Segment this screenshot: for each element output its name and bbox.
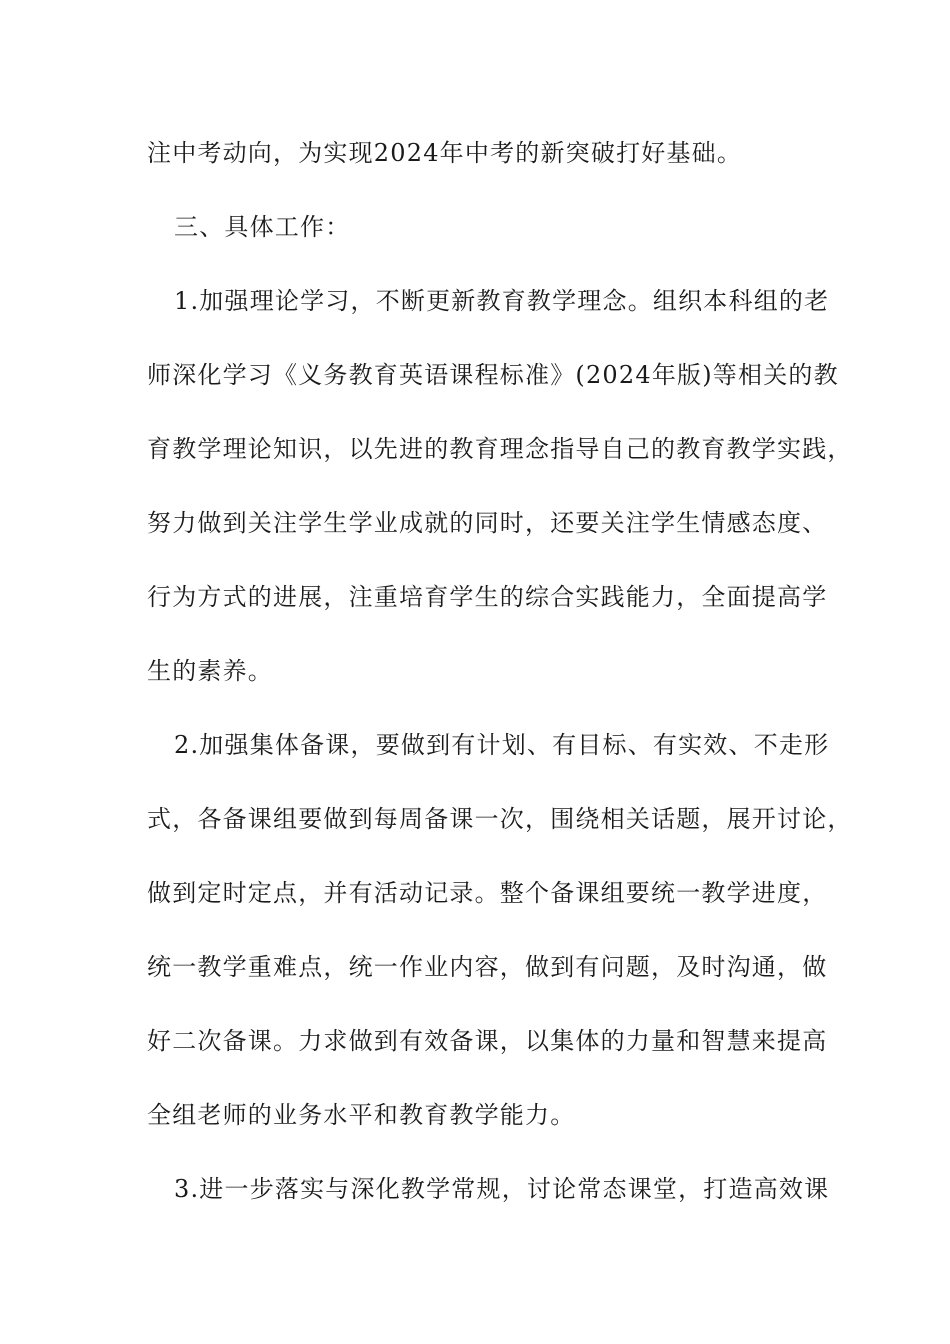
text-line-8: 生的素养。 [147,657,273,685]
section-heading: 三、具体工作： [174,213,351,241]
text-line-1: 注中考动向，为实现2024年中考的新突破打好基础。 [147,139,743,167]
text-line-14: 全组老师的业务水平和教育教学能力。 [147,1101,576,1129]
text-line-12: 统一教学重难点，统一作业内容，做到有问题，及时沟通，做 [147,953,828,981]
text-line-9: 2.加强集体备课，要做到有计划、有目标、有实效、不走形 [174,731,830,759]
text-line-15: 3.进一步落实与深化教学常规，讨论常态课堂，打造高效课 [174,1175,830,1203]
text-line-4: 师深化学习《义务教育英语课程标准》(2024年版)等相关的教 [147,361,839,389]
text-line-6: 努力做到关注学生学业成就的同时，还要关注学生情感态度、 [147,509,828,537]
text-line-10: 式，各备课组要做到每周备课一次，围绕相关话题，展开讨论， [147,805,853,833]
text-line-7: 行为方式的进展，注重培育学生的综合实践能力，全面提高学 [147,583,828,611]
text-line-11: 做到定时定点，并有活动记录。整个备课组要统一教学进度， [147,879,828,907]
text-line-13: 好二次备课。力求做到有效备课，以集体的力量和智慧来提高 [147,1027,828,1055]
text-line-3: 1.加强理论学习，不断更新教育教学理念。组织本科组的老 [174,287,830,315]
text-line-5: 育教学理论知识，以先进的教育理念指导自己的教育教学实践， [147,435,853,463]
